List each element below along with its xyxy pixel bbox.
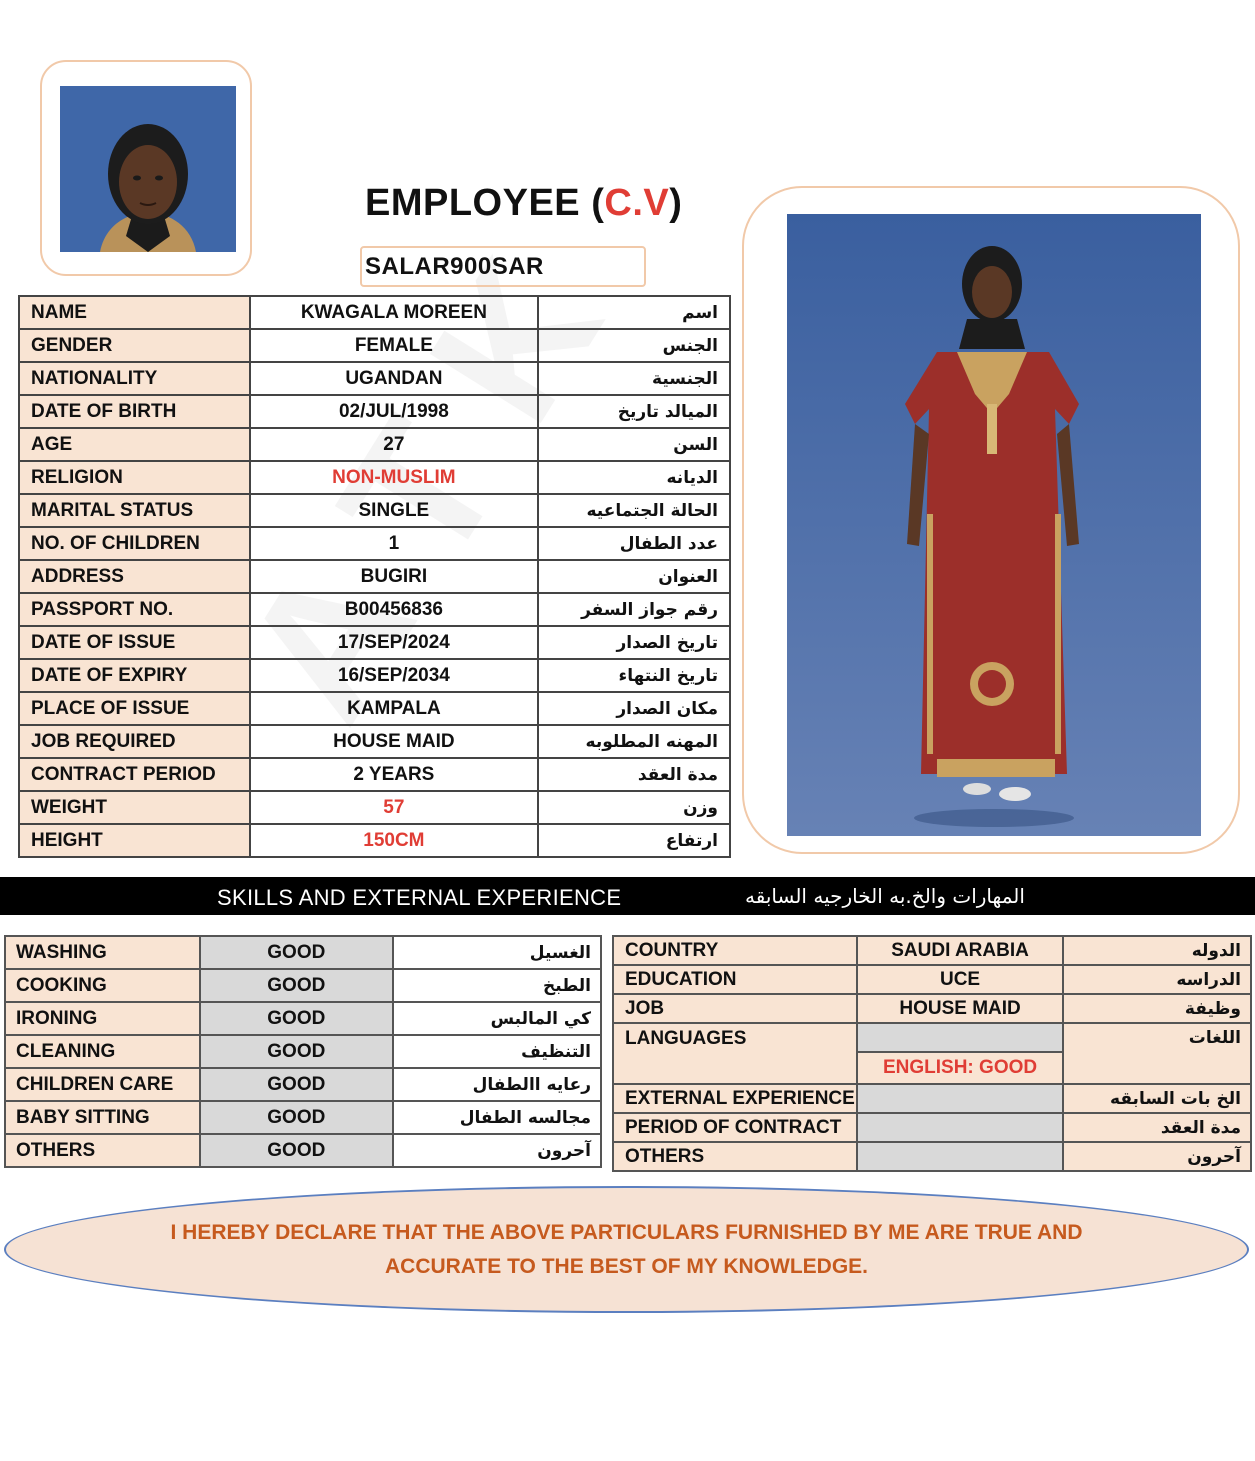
experience-label: LANGUAGES	[613, 1023, 857, 1084]
skill-arabic-label: التنظيف	[393, 1035, 601, 1068]
experience-value: ENGLISH: GOOD	[857, 1052, 1062, 1084]
skill-label: COOKING	[5, 969, 200, 1002]
info-arabic-label: تاريخ النتهاء	[538, 659, 730, 692]
info-row	[19, 725, 730, 758]
info-label: MARITAL STATUS	[19, 494, 250, 527]
info-arabic-label: مدة العقد	[538, 758, 730, 791]
info-value: 02/JUL/1998	[250, 395, 538, 428]
info-value: SINGLE	[250, 494, 538, 527]
info-value: 16/SEP/2034	[250, 659, 538, 692]
experience-row-country	[613, 936, 1251, 965]
info-label: PLACE OF ISSUE	[19, 692, 250, 725]
info-row	[19, 362, 730, 395]
info-value: 57	[250, 791, 538, 824]
info-row	[19, 824, 730, 857]
info-row	[19, 329, 730, 362]
skill-rating: GOOD	[200, 1134, 393, 1167]
experience-arabic: الخ بات السابقه	[1063, 1084, 1251, 1113]
reference-code: SALAR900SAR	[360, 246, 646, 287]
skill-label: CHILDREN CARE	[5, 1068, 200, 1101]
info-arabic-label: الحالة الجتماعيه	[538, 494, 730, 527]
info-arabic-label: المهنه المطلوبه	[538, 725, 730, 758]
info-label: DATE OF EXPIRY	[19, 659, 250, 692]
skills-header-arabic: المهارات والخ.به الخارجيه السابقه	[745, 884, 1025, 908]
experience-value	[857, 1113, 1062, 1142]
info-label: DATE OF BIRTH	[19, 395, 250, 428]
info-value: 17/SEP/2024	[250, 626, 538, 659]
info-arabic-label: وزن	[538, 791, 730, 824]
experience-value: SAUDI ARABIA	[857, 936, 1062, 965]
info-arabic-label: رقم جواز السفر	[538, 593, 730, 626]
info-value: 1	[250, 527, 538, 560]
skill-label: CLEANING	[5, 1035, 200, 1068]
info-arabic-label: الميالد تاريخ	[538, 395, 730, 428]
experience-label: JOB	[613, 994, 857, 1023]
info-label: CONTRACT PERIOD	[19, 758, 250, 791]
skill-row	[5, 936, 601, 969]
info-row	[19, 758, 730, 791]
personal-info-table	[18, 295, 731, 858]
info-value: UGANDAN	[250, 362, 538, 395]
skill-arabic-label: مجالسه الطفال	[393, 1101, 601, 1134]
info-label: NAME	[19, 296, 250, 329]
declaration-line-1: I HEREBY DECLARE THAT THE ABOVE PARTICULARS FURNISHED BY ME ARE TRUE AND	[170, 1221, 1083, 1244]
info-row	[19, 428, 730, 461]
experience-row-job	[613, 994, 1251, 1023]
declaration-line-2: ACCURATE TO THE BEST OF MY KNOWLEDGE.	[384, 1255, 868, 1278]
experience-label: OTHERS	[613, 1142, 857, 1171]
skill-label: OTHERS	[5, 1134, 200, 1167]
info-value: 2 YEARS	[250, 758, 538, 791]
info-arabic-label: السن	[538, 428, 730, 461]
info-row	[19, 395, 730, 428]
skill-arabic-label: آحرون	[393, 1134, 601, 1167]
skills-table	[4, 935, 602, 1168]
experience-table	[612, 935, 1252, 1172]
skill-row	[5, 1035, 601, 1068]
experience-arabic: الدوله	[1063, 936, 1251, 965]
experience-row-others	[613, 1142, 1251, 1171]
experience-value: UCE	[857, 965, 1062, 994]
info-value: 150CM	[250, 824, 538, 857]
skill-arabic-label: الغسيل	[393, 936, 601, 969]
info-value: FEMALE	[250, 329, 538, 362]
info-value: 27	[250, 428, 538, 461]
experience-arabic: اللغات	[1063, 1023, 1251, 1084]
experience-row-period	[613, 1113, 1251, 1142]
experience-value	[857, 1084, 1062, 1113]
info-label: HEIGHT	[19, 824, 250, 857]
experience-row-education	[613, 965, 1251, 994]
languages-blank-cell	[857, 1023, 1062, 1052]
skill-arabic-label: الطبخ	[393, 969, 601, 1002]
info-value: KWAGALA MOREEN	[250, 296, 538, 329]
full-body-photo-frame	[742, 186, 1240, 854]
skill-rating: GOOD	[200, 1002, 393, 1035]
experience-label: EXTERNAL EXPERIENCE	[613, 1084, 857, 1113]
portrait-photo	[60, 86, 236, 252]
declaration-oval	[4, 1186, 1249, 1313]
info-arabic-label: ارتفاع	[538, 824, 730, 857]
info-row	[19, 593, 730, 626]
skill-rating: GOOD	[200, 1068, 393, 1101]
info-label: JOB REQUIRED	[19, 725, 250, 758]
info-arabic-label: الجنسية	[538, 362, 730, 395]
info-arabic-label: اسم	[538, 296, 730, 329]
title-accent: C.V	[604, 182, 670, 224]
skill-rating: GOOD	[200, 969, 393, 1002]
info-label: GENDER	[19, 329, 250, 362]
skills-header-english: SKILLS AND EXTERNAL EXPERIENCE	[217, 885, 622, 910]
full-body-photo	[787, 214, 1201, 836]
info-arabic-label: الديانه	[538, 461, 730, 494]
info-value: HOUSE MAID	[250, 725, 538, 758]
skill-arabic-label: كي المالبس	[393, 1002, 601, 1035]
info-arabic-label: مكان الصدار	[538, 692, 730, 725]
info-label: PASSPORT NO.	[19, 593, 250, 626]
info-row	[19, 692, 730, 725]
experience-value	[857, 1142, 1062, 1171]
experience-arabic: مدة العقد	[1063, 1113, 1251, 1142]
title-suffix: )	[669, 182, 683, 224]
info-value: B00456836	[250, 593, 538, 626]
info-row	[19, 296, 730, 329]
skill-row	[5, 969, 601, 1002]
experience-label: EDUCATION	[613, 965, 857, 994]
info-label: AGE	[19, 428, 250, 461]
experience-label: PERIOD OF CONTRACT	[613, 1113, 857, 1142]
skill-rating: GOOD	[200, 1101, 393, 1134]
info-label: WEIGHT	[19, 791, 250, 824]
info-arabic-label: الجنس	[538, 329, 730, 362]
info-row	[19, 659, 730, 692]
skill-rating: GOOD	[200, 1035, 393, 1068]
info-row	[19, 494, 730, 527]
info-row	[19, 560, 730, 593]
info-label: NO. OF CHILDREN	[19, 527, 250, 560]
info-row	[19, 791, 730, 824]
skill-row	[5, 1068, 601, 1101]
experience-arabic: وظيفة	[1063, 994, 1251, 1023]
skill-arabic-label: رعايه االطفال	[393, 1068, 601, 1101]
info-arabic-label: العنوان	[538, 560, 730, 593]
info-arabic-label: تاريخ الصدار	[538, 626, 730, 659]
skill-label: BABY SITTING	[5, 1101, 200, 1134]
portrait-photo-frame	[40, 60, 252, 276]
info-row	[19, 527, 730, 560]
info-label: ADDRESS	[19, 560, 250, 593]
info-label: NATIONALITY	[19, 362, 250, 395]
skill-row	[5, 1134, 601, 1167]
experience-row-external	[613, 1084, 1251, 1113]
info-row	[19, 626, 730, 659]
info-arabic-label: عدد الطفال	[538, 527, 730, 560]
skill-label: IRONING	[5, 1002, 200, 1035]
declaration-text	[6, 1216, 1247, 1284]
title-prefix: EMPLOYEE (	[365, 182, 605, 224]
experience-label: COUNTRY	[613, 936, 857, 965]
info-value: KAMPALA	[250, 692, 538, 725]
document-title	[365, 182, 682, 225]
skill-row	[5, 1002, 601, 1035]
experience-arabic: آحرون	[1063, 1142, 1251, 1171]
info-value: NON-MUSLIM	[250, 461, 538, 494]
experience-value: HOUSE MAID	[857, 994, 1062, 1023]
experience-arabic: الدراسه	[1063, 965, 1251, 994]
skill-row	[5, 1101, 601, 1134]
info-value: BUGIRI	[250, 560, 538, 593]
skill-label: WASHING	[5, 936, 200, 969]
info-row	[19, 461, 730, 494]
skill-rating: GOOD	[200, 936, 393, 969]
experience-row-languages	[613, 1023, 1251, 1052]
skills-header-bar	[0, 877, 1255, 915]
info-label: RELIGION	[19, 461, 250, 494]
info-label: DATE OF ISSUE	[19, 626, 250, 659]
